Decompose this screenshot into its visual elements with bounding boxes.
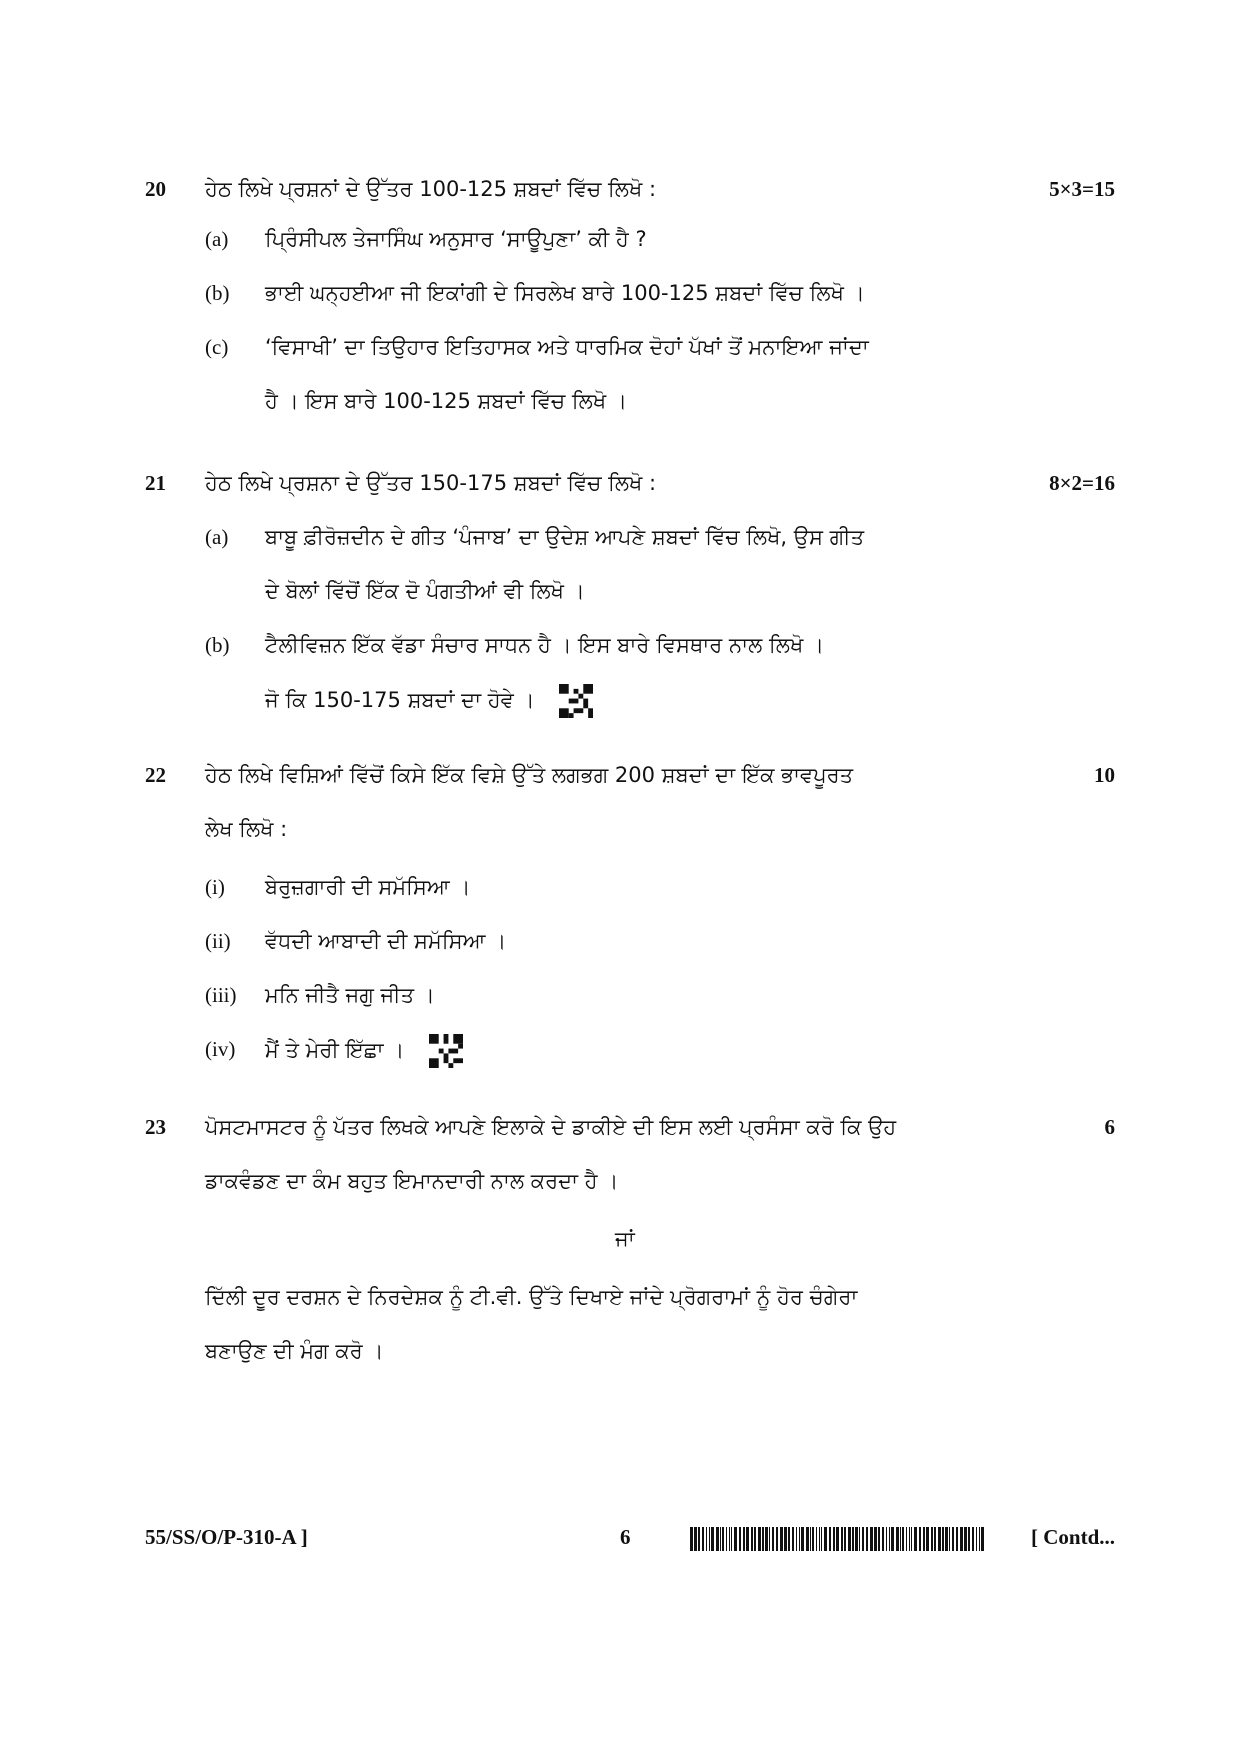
part-label: (i) bbox=[205, 875, 225, 899]
question-marks: 10 bbox=[1094, 763, 1115, 787]
part-text: ਹੈ । ਇਸ ਬਾਰੇ 100-125 ਸ਼ਬਦਾਂ ਵਿੱਚ ਲਿਖੋ । bbox=[265, 389, 627, 413]
question-number: 21 bbox=[145, 471, 166, 495]
qr-code-icon bbox=[559, 684, 593, 718]
part-text: ਟੈਲੀਵਿਜ਼ਨ ਇੱਕ ਵੱਡਾ ਸੰਚਾਰ ਸਾਧਨ ਹੈ । ਇਸ ਬਾਰੇ ਵਿਸਥਾਰ ਨਾਲ ਲਿਖੋ । bbox=[265, 633, 825, 657]
question-number: 20 bbox=[145, 177, 166, 201]
question-text-alternative: ਦਿੱਲੀ ਦੂਰ ਦਰਸ਼ਨ ਦੇ ਨਿਰਦੇਸ਼ਕ ਨੂੰ ਟੀ.ਵੀ. ਉੱਤੇ ਦਿਖਾਏ ਜਾਂਦੇ ਪ੍ਰੋਗਰਾਮਾਂ ਨੂੰ ਹੋਰ ਚੰਗੇਰਾ bbox=[205, 1285, 858, 1309]
question-number: 23 bbox=[145, 1115, 166, 1139]
part-text: ‘ਵਿਸਾਖੀ’ ਦਾ ਤਿਉਹਾਰ ਇਤਿਹਾਸਕ ਅਤੇ ਧਾਰਮਿਕ ਦੋਹਾਂ ਪੱਖਾਂ ਤੋਂ ਮਨਾਇਆ ਜਾਂਦਾ bbox=[265, 335, 869, 359]
part-label: (b) bbox=[205, 633, 230, 657]
or-separator: ਜਾਂ bbox=[615, 1227, 635, 1251]
continued-label: [ Contd... bbox=[1030, 1525, 1115, 1549]
question-marks: 6 bbox=[1104, 1115, 1115, 1139]
question-text-alternative: ਬਣਾਉਣ ਦੀ ਮੰਗ ਕਰੋ । bbox=[205, 1339, 384, 1363]
part-label: (b) bbox=[205, 281, 230, 305]
question-text: ਪੋਸਟਮਾਸਟਰ ਨੂੰ ਪੱਤਰ ਲਿਖਕੇ ਆਪਣੇ ਇਲਾਕੇ ਦੇ ਡਾਕੀਏ ਦੀ ਇਸ ਲਈ ਪ੍ਰਸੰਸਾ ਕਰੋ ਕਿ ਉਹ bbox=[205, 1115, 897, 1139]
part-text: ਪ੍ਰਿੰਸੀਪਲ ਤੇਜਾਸਿੰਘ ਅਨੁਸਾਰ ‘ਸਾਊਪੁਣਾ’ ਕੀ ਹੈ ? bbox=[265, 227, 647, 251]
part-label: (a) bbox=[205, 525, 229, 549]
question-instruction: ਹੇਠ ਲਿਖੇ ਪ੍ਰਸ਼ਨਾ ਦੇ ਉੱਤਰ 150-175 ਸ਼ਬਦਾਂ ਵਿੱਚ ਲਿਖੋ : bbox=[205, 471, 657, 495]
question-marks: 5×3=15 bbox=[1049, 177, 1115, 201]
part-text: ਬੇਰੁਜ਼ਗਾਰੀ ਦੀ ਸਮੱਸਿਆ । bbox=[265, 875, 471, 899]
part-label: (ii) bbox=[205, 929, 231, 953]
barcode-icon bbox=[690, 1527, 990, 1551]
part-text: ਵੱਧਦੀ ਆਬਾਦੀ ਦੀ ਸਮੱਸਿਆ । bbox=[265, 929, 507, 953]
part-text: ਭਾਈ ਘਨ੍ਹਈਆ ਜੀ ਇਕਾਂਗੀ ਦੇ ਸਿਰਲੇਖ ਬਾਰੇ 100-125 ਸ਼ਬਦਾਂ ਵਿੱਚ ਲਿਖੋ । bbox=[265, 281, 865, 305]
part-label: (iii) bbox=[205, 983, 237, 1007]
part-text: ਬਾਬੂ ਫ਼ੀਰੋਜ਼ਦੀਨ ਦੇ ਗੀਤ ‘ਪੰਜਾਬ’ ਦਾ ਉਦੇਸ਼ ਆਪਣੇ ਸ਼ਬਦਾਂ ਵਿੱਚ ਲਿਖੋ, ਉਸ ਗੀਤ bbox=[265, 525, 865, 549]
question-instruction: ਹੇਠ ਲਿਖੇ ਵਿਸ਼ਿਆਂ ਵਿੱਚੋਂ ਕਿਸੇ ਇੱਕ ਵਿਸ਼ੇ ਉੱਤੇ ਲਗਭਗ 200 ਸ਼ਬਦਾਂ ਦਾ ਇੱਕ ਭਾਵਪੂਰਤ bbox=[205, 763, 854, 787]
page-number: 6 bbox=[620, 1525, 631, 1549]
part-text: ਜੋ ਕਿ 150-175 ਸ਼ਬਦਾਂ ਦਾ ਹੋਵੇ । bbox=[265, 688, 535, 712]
part-text: ਮਨਿ ਜੀਤੈ ਜਗੁ ਜੀਤ । bbox=[265, 983, 435, 1007]
paper-code: 55/SS/O/P-310-A ] bbox=[145, 1525, 308, 1549]
qr-code-icon bbox=[429, 1034, 463, 1068]
part-label: (c) bbox=[205, 335, 229, 359]
page-footer bbox=[145, 1525, 1115, 1555]
question-instruction: ਹੇਠ ਲਿਖੇ ਪ੍ਰਸ਼ਨਾਂ ਦੇ ਉੱਤਰ 100-125 ਸ਼ਬਦਾਂ ਵਿੱਚ ਲਿਖੋ : bbox=[205, 177, 657, 201]
part-label: (iv) bbox=[205, 1037, 236, 1061]
part-text: ਦੇ ਬੋਲਾਂ ਵਿੱਚੋਂ ਇੱਕ ਦੋ ਪੰਗਤੀਆਂ ਵੀ ਲਿਖੋ । bbox=[265, 579, 585, 603]
part-text-with-qr bbox=[265, 1034, 463, 1068]
question-instruction: ਲੇਖ ਲਿਖੋ : bbox=[205, 817, 288, 841]
question-number: 22 bbox=[145, 763, 166, 787]
part-text-with-qr bbox=[265, 684, 593, 718]
question-text: ਡਾਕਵੰਡਣ ਦਾ ਕੰਮ ਬਹੁਤ ਇਮਾਨਦਾਰੀ ਨਾਲ ਕਰਦਾ ਹੈ । bbox=[205, 1169, 619, 1193]
part-label: (a) bbox=[205, 227, 229, 251]
question-marks: 8×2=16 bbox=[1049, 471, 1115, 495]
part-text: ਮੈਂ ਤੇ ਮੇਰੀ ਇੱਛਾ । bbox=[265, 1038, 405, 1062]
